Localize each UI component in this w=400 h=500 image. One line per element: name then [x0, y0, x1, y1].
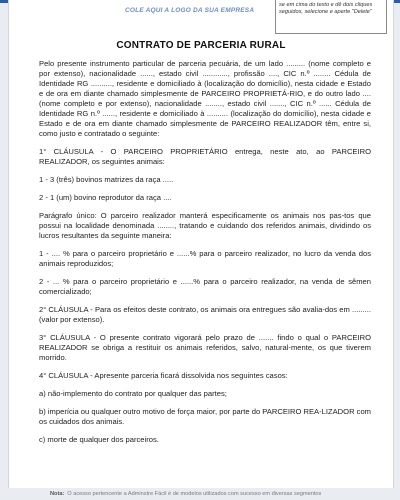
profit-share-2: 2 - ... % para o parceiro proprietário e ......% para o parceiro realizador, na venda de sêmen comercializado;: [39, 277, 371, 296]
document-page: [8, 0, 394, 488]
logo-placeholder[interactable]: COLE AQUI A LOGO DA SUA EMPRESA: [125, 7, 255, 14]
clause-3: 3° CLÁUSULA - O presente contrato vigorará pelo prazo de ....... findo o qual o PARCEIRO REALIZADOR se obriga a restituir os animais referidos, salvo, natural-mente, os que tiverem morrido.: [39, 333, 371, 362]
profit-share-1: 1 - .... % para o parceiro proprietário e ......% para o parceiro realizador, no lucro da venda dos animais reproduzidos;: [39, 249, 371, 268]
clause-4-item-c: c) morte de qualquer dos parceiros.: [39, 435, 159, 444]
clause-1-item-2: 2 - 1 (um) bovino reprodutor da raça ....: [39, 193, 172, 202]
intro-paragraph: Pelo presente instrumento particular de parceria pecuária, de um lado ......... (nome completo e por extenso), nacionalidade ......, estado civil ............, profissão ...., CIC n.º ........ Cédula de Identidade RG .........., residente e domiciliado à (localização do domicílio), nesta cidade e Estado e de ora em diante chamado simplesmente de PARCEIRO PROPRIETÁ-RIO, e do outro lado .... (nome completo e por extenso), nacionalidade ........, estado civil ......., CIC n.º ...... Cédula de Identidade RG n.º ......, residente e domiciliado à .......... (localização do domicílio), nesta cidade e Estado e de ora em diante chamado simplesmente de PARCEIRO REALIZADOR têm, entre si, como justo e contratado o seguinte:: [39, 59, 371, 138]
document-title: CONTRATO DE PARCERIA RURAL: [116, 40, 286, 51]
clause-4-item-a: a) não-implemento do contrato por qualquer das partes;: [39, 389, 227, 398]
clause-4: 4° CLÁUSULA - Apresente parceria ficará dissolvida nos seguintes casos:: [39, 371, 288, 380]
clause-4-item-b: b) imperícia ou qualquer outro motivo de força maior, por parte do PARCEIRO REA-LIZADOR com os cuidados dos animais.: [39, 407, 372, 426]
document-body: [39, 59, 371, 453]
footer-note-text: O acesso pertencente a Adminstre Fácil é de modelos utilizados com sucesso em diversas segmentos: [67, 491, 322, 497]
clause-2: 2° CLÁUSULA - Para os efeitos deste contrato, os animais ora entregues são avalia-dos em ......... (valor por extenso).: [39, 305, 371, 324]
instruction-note: se em cima do texto e dê dois cliques seguidos, selecione e aperte "Delete": [275, 0, 387, 34]
footer-note: [50, 491, 390, 497]
clause-1: 1° CLÁUSULA - O PARCEIRO PROPRIETÁRIO entrega, neste ato, ao PARCEIRO REALIZADOR, os seguintes animais:: [39, 147, 371, 166]
footer-note-label: Nota:: [50, 491, 65, 497]
clause-1-item-1: 1 - 3 (três) bovinos matrizes da raça .....: [39, 175, 174, 184]
clause-1-sole-paragraph: Parágrafo único: O parceiro realizador manterá especificamente os animais nos pas-tos que possui na localidade denominada ........, tratando e cuidando dos referidos animais, dividindo os lucros resultantes da seguinte maneira:: [39, 211, 371, 240]
